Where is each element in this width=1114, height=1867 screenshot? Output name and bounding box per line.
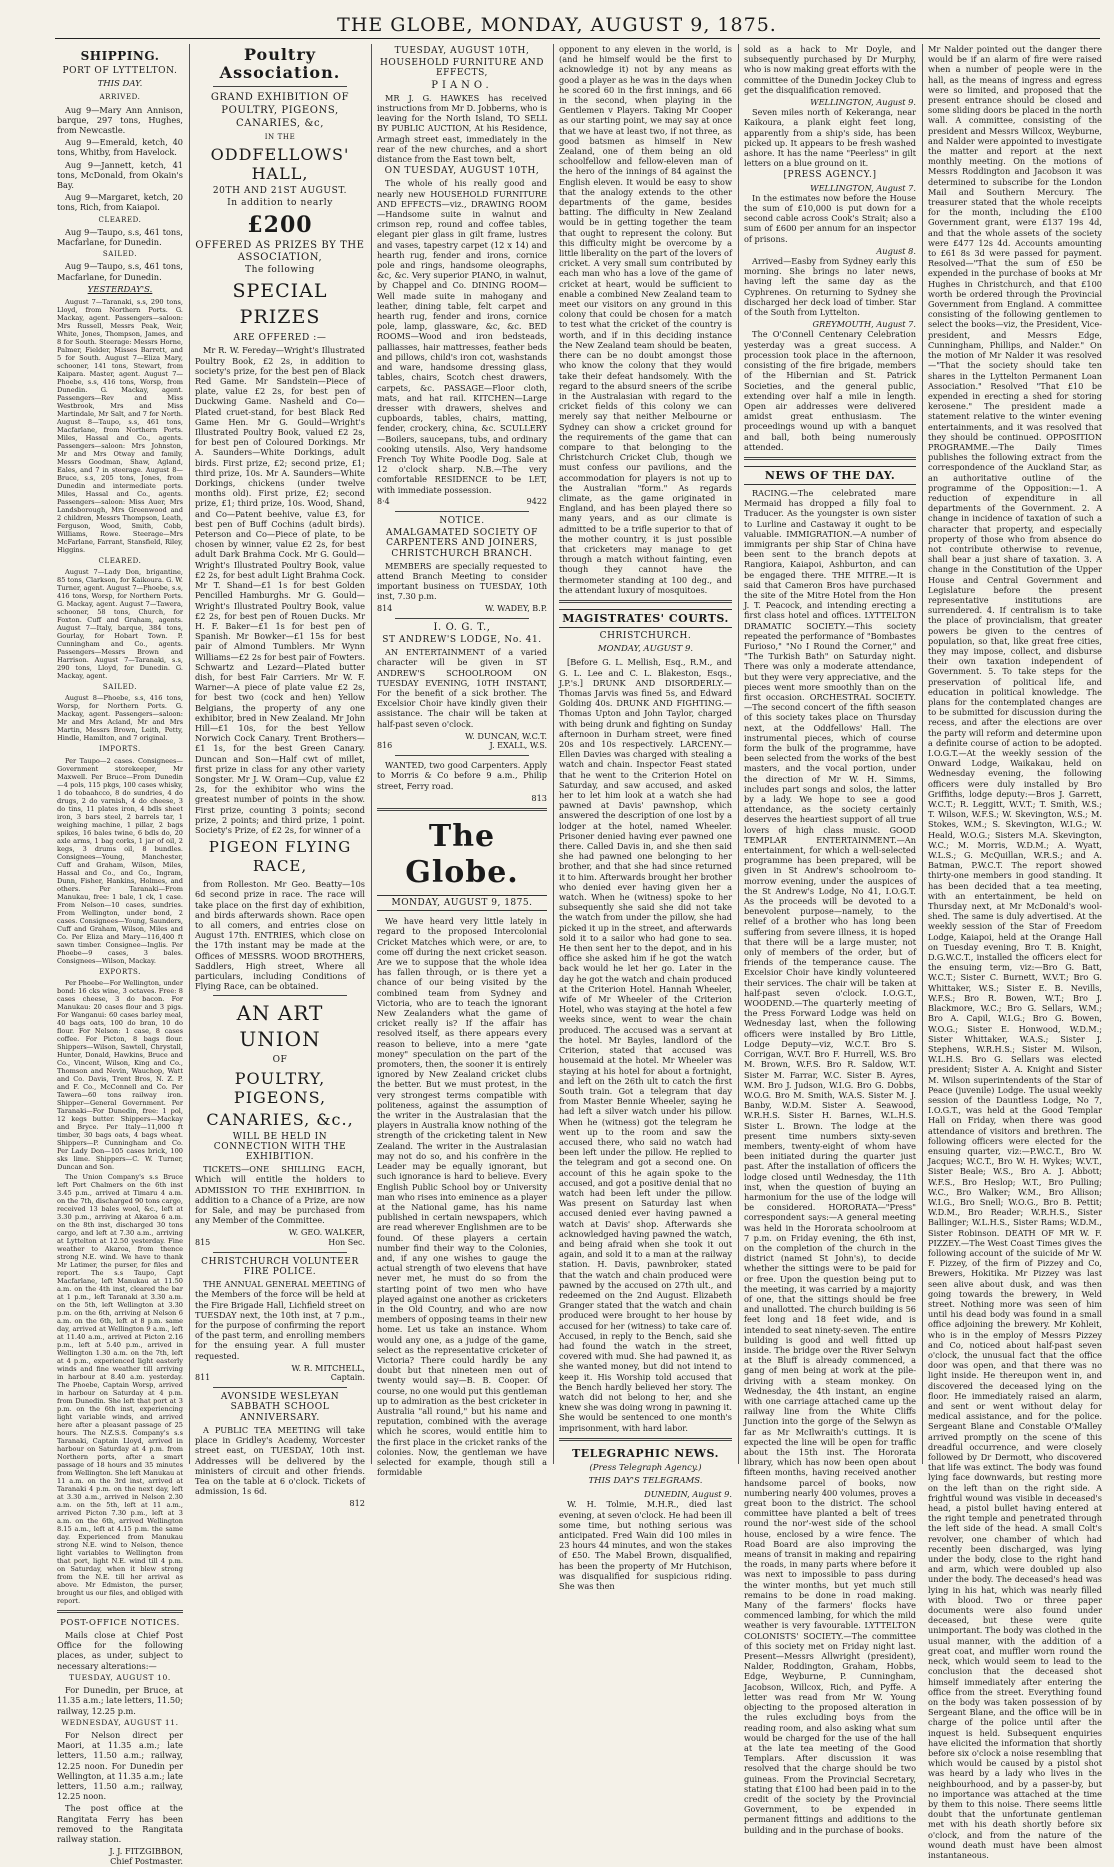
magistrates-title: MAGISTRATES' COURTS. xyxy=(559,609,732,628)
divider xyxy=(395,755,529,756)
telegram-place: DUNEDIN, August 9. xyxy=(644,1489,732,1500)
aug8-text: Arrived—Easby from Sydney early this morning. She brings no later news, having left the same day as the Cyphrenes. On returning to Sydney she discharged her deck load of timber. Star of the South from Lyttelton. xyxy=(744,256,916,318)
in-the: IN THE xyxy=(264,133,296,141)
mitchell-signature: W. R. MITCHELL, xyxy=(291,1362,365,1373)
auction-lots: The whole of his really good and nearly new HOUSEHOLD FURNITURE AND EFFECTS—viz., DRAWING ROOM—Handsome suite in walnut and crimson rep, round and coffee tables, elegant pier glass in gilt frame, lustres and vases, tapestry carpet (12 x 14) and hearth rug, fender and irons, cornice pole and rings, handsome oleographs, &c, &c. Very superior PIANO, in walnut, by Chappel and Co. DINING ROOM—Well made suite in mahogany and leather, dining table, felt carpet and hearth rug, fender and irons, cornice pole, lamp, glassware, &c, &c. BED ROOMS—Wood and iron bedsteads, palliasses, hair mattresses, feather beds and pillows, child's iron cot, washstands and ware, handsome dressing glass, tables, chairs, Scotch chest drawers, carpets, &c. PASSAGE—Floor cloth, mats, and hat rail. KITCHEN—Large dresser with drawers, shelves and cupboards, tables, chairs, matting, fender, crockery, china, &c. SCULLERY—Boilers, saucepans, tubs, and ordinary cooking utensils. Also, Very handsome French Toy White Poodle Dog. Sale at 12 o'clock sharp. N.B.—The very comfortable RESIDENCE to be LET, with immediate possession. xyxy=(377,178,547,495)
column-shipping xyxy=(57,44,184,1867)
ad-number: 811 xyxy=(195,1373,211,1383)
aug8-dateline: August 8. xyxy=(876,245,916,256)
telegraphic-title: TELEGRAPHIC NEWS. xyxy=(572,1446,719,1460)
column-rule xyxy=(371,44,372,1464)
mitchell-role: Captain. xyxy=(330,1373,365,1383)
column-news xyxy=(744,44,916,1835)
column-rule xyxy=(189,44,190,1464)
auction-intro: MR J. G. HAWKES has received instructions from Mr D. Jobberns, who is leaving for the North Island, TO SELL BY PUBLIC AUCTION, At his Residence, Armagh street east, immediately in the rear of the new churches, and a short distance from the East town belt, xyxy=(377,92,547,165)
globe-title: The Globe. xyxy=(405,819,519,891)
court-reports: [Before G. L. Mellish, Esq., R.M., and G. L. Lee and C. L. Blakeston, Esqs., J.P.'s.] DRUNK AND DISORDERLY.—Thomas Jarvis was fined 5s, and Edward Golding 40s. DRUNK AND FIGHTING.—Thomas Upton and John Taylor, charged with being drunk and fighting on Sunday afternoon in Durham street, were fined 20s and 10s respectively. LARCENY.—Ellen Davies was charged with stealing a watch and chain. Inspector Feast stated that he went to the Criterion Hotel on Saturday, and saw accused, and asked her to let him look at a watch she had pawned at Davis' pawnshop, which answered the description of one lost by a lodger at the hotel, named Wheeler. Prisoner denied having ever pawned one there. Called Davis in, and she then said she had pawned one belonging to her brother, and that she had since returned it to him. Afterwards brought her brother who denied ever having given her a watch. When he (witness) spoke to her subsequently she said she did not take the watch from under the pillow, she had picked it up in the street, and afterwards sold it to a sailor who had gone to sea. He then sent her to the depot, and in his office she asked him if he got the watch back would he let her go. Later in the day he got the watch and chain produced at the Criterion Hotel. Hannah Wheeler, wife of Mr Wheeler of the Criterion Hotel, who was staying at the hotel a few weeks since, went to wear the chain produced. The accused was a servant at the hotel. Mr Bayles, landlord of the Criterion, stated that accused was housemaid at the hotel. Mr Wheeler was staying at his hotel for about a fortnight, and left on the 26th ult to catch the first South train. Got a telegram that day from Master Bennie Wheeler, saying he had left a silver watch under his pillow. When he (witness) got the telegram he went up to the room and saw the accused there, who said no watch had been left under the pillow. He replied to the telegram and got a second one. On account of this he again spoke to the accused, and got a positive denial that no watch had been left under the pillow. Was present on Saturday last when accused denied ever having pawned a watch at Davis' shop. Afterwards she acknowledged having pawned the watch, and being afraid when she took it out again, and sold it to a man at the railway station. H. Davis, pawnbroker, stated that the watch and chain produced were pawned by the accused on 27th ult., and redeemed on the 2nd August. Elizabeth Granger stated that the watch and chain produced were brought to her house by accused for her (witness) to take care of. Accused, in reply to the Bench, said she had found the watch in the street, covered with mud. She had pawned it, as she wanted money, but did not intend to keep it. His Worship told accused that the Bench hardly believed her story. The watch did not belong to her, and she knew she was doing wrong in pawning it. She would be sentenced to one month's imprisonment, with hard labor. xyxy=(559,657,732,1433)
divider xyxy=(57,1610,183,1613)
post-office-title: POST-OFFICE NOTICES. xyxy=(60,1617,180,1628)
exports-label: EXPORTS. xyxy=(99,967,141,976)
telegraph-agency: (Press Telegraph Agency.) xyxy=(589,1462,702,1473)
masthead-rule xyxy=(55,38,1100,39)
postmaster-title: Chief Postmaster. xyxy=(110,1856,183,1867)
notice-society: AMALGAMATED SOCIETY OF CARPENTERS AND JOINERS, CHRISTCHURCH BRANCH. xyxy=(386,528,538,559)
news-of-the-day-title: NEWS OF THE DAY. xyxy=(744,466,916,485)
tickets-text: TICKETS—ONE SHILLING EACH, Which will entitle the holders to ADMISSION TO THE EXHIBITION. In addition to a Chance of a Prize, are now for Sale, and may be purchased from any Member of the Committee. xyxy=(195,1164,365,1226)
ad-number: 816 xyxy=(377,741,393,750)
grand-exhibition: GRAND EXHIBITION OF POULTRY, PIGEONS, CANARIES, &c, xyxy=(210,92,350,129)
pigeon-race-text: from Rolleston. Mr Geo. Beatty—10s 6d second prize in race. The race will take place on the first day of exhibition, and birds afterwards shown. Race open to all comers, and entries close on August 17th. ENTRIES, which close on the 17th instant may be made at the Offices of MESSRS. WOOD BROTHERS, Saddlers, High street, Where all particulars, including Conditions of Flying Race, can be obtained. xyxy=(195,879,365,992)
post-office-intro: Mails close at Chief Post Office for the following places, as under, subject to necessary alterations:— xyxy=(57,1630,183,1671)
notice-signature: W. WADEY, B.P. xyxy=(485,603,547,613)
telegrams-heading: THIS DAY'S TELEGRAMS. xyxy=(588,1476,703,1487)
column-poultry-ads xyxy=(195,44,365,1509)
iogt-text: AN ENTERTAINMENT of a varied character will be given in ST ANDREW'S SCHOOLROOM ON TUESDAY EVENING, 10TH INSTANT, For the benefit of a sick brother. The Excelsior Choir have kindly given their assistance. The chair will be taken at half-past seven o'clock. xyxy=(377,647,547,729)
cleared-item: Aug 9—Taupo, s.s, 461 tons, Macfarlane, for Dunedin. xyxy=(57,226,183,248)
art-union: AN ART UNION xyxy=(236,1001,324,1052)
ad-number: 812 xyxy=(349,1498,365,1509)
iogt-heading: I. O. G. T., xyxy=(433,621,491,633)
post-office-date: WEDNESDAY, AUGUST 11. xyxy=(61,1717,179,1727)
sale-heading: HOUSEHOLD FURNITURE AND EFFECTS, xyxy=(379,58,545,79)
canaries: CANARIES, &c., xyxy=(206,1109,354,1129)
imports-label: IMPORTS. xyxy=(99,745,141,754)
iogt-signature: W. DUNCAN, W.C.T. xyxy=(465,730,547,741)
yesterday-heading: YESTERDAY'S. xyxy=(87,284,153,295)
greymouth-dateline: GREYMOUTH, August 7. xyxy=(812,319,916,330)
shipping-title: SHIPPING. xyxy=(80,49,160,63)
arrival-item: Aug 9—Emerald, ketch, 40 tons, Whitby, from Havelock. xyxy=(57,137,183,158)
cleared2-text: August 7—Lady Don, brigantine, 85 tons, Clarkson, for Kaikoura. G. W. Turner, agent. August 7—Phoebe, s.s, 416 tons, Worsp, for Northern Ports. G. Mackay, agent. August 7—Tawera, schooner, 58 tons, Church, for Foxton. Cuff and Graham, agents. August 7—Italy, barque, 384 tons, Gourlay, for Hobart Town. P. Cunningham and Co., agents. Passengers—Messrs Brown and Harrison. August 7—Taranaki, s.s, 290 tons, Lloyd, for Dunedin. G. Mackay, agent. xyxy=(57,568,184,681)
court-place: CHRISTCHURCH. xyxy=(599,630,692,641)
column-rule xyxy=(738,44,739,1464)
divider xyxy=(213,995,347,996)
editorial-text: We have heard very little lately in regard to the proposed Intercolonial Cricket Matches which were, or are, to come off during the next cricket season. Are we to suppose that the whole idea has fallen through, or is there yet a chance of our being visited by the combined team from Sydney and Victoria, who are to teach the ignorant New Zealanders what the game of cricket really is? If the affair has resolved itself, as there appears every reason to believe, into a mere "gate money" speculation on the part of the promoters, then, the sooner it is entirely ignored by New Zealand cricket clubs the better. But we must protest, in the very strongest terms compatible with politeness, against the assumption of the writer in the Australasian that the players in Australia know nothing of the strength of the cricketing talent in New Zealand. The writer in the Australasian may not do so, and his confrère in the Leader may be equally ignorant, but such ignorance is hard to believe. Every English Public School boy or University man who rises into eminence as a player at the National game, has his name published in certain newspapers, which are read wherever Englishmen are to be found. Of these players a certain number find their way to the Colonies, and, if any one wishes to gauge the actual strength of two elevens that have never met, he must do so from the starting point of two men who have played against one another as cricketers in the Old Country, and who are now members of opposing teams in their new home. Let us take an instance. Whom would any one, as a judge of the game, select as the representative cricketer of Victoria? There could hardly be any doubt but that nineteen men out of twenty would say—B. B. Cooper. Of course, no one would put this gentleman up to admiration as the best cricketer in Australia "all round," but his name and reputation, combined with the average which he scores, would entitle him to the first place in the cricket ranks of the colonies. Now, the gentleman we have selected for example, though still a formidable xyxy=(377,916,547,1478)
arrival-item: Aug 9—Mary Ann Annison, barque, 297 tons, Hughes, from Newcastle. xyxy=(57,104,183,136)
post-office-note: The post office at the Rangitata Ferry has been removed to the Rangitata railway station. xyxy=(57,1803,183,1844)
editorial-continued: opponent to any eleven in the world, is (and he himself would be the first to acknowledge it) not by any means as good a player as he was in the days when he scored 60 in the first innings, and 66 in the second, when playing in the Gentlemen v Players. Taking Mr Cooper as our starting point, we may say at once that we have at least two, if not three, as good batsmen as himself in New Zealand, one of them being an old schoolfellow and fellow-eleven man of the hero of the innings of 84 against the English eleven. It would be easy to show that the analogy extends to the other departments of the game, besides batting. The difficulty in New Zealand would be in getting together the team that ought to represent the colony. But this difficulty might be overcome by a little liberality on the part of the lovers of cricket. A very small sum contributed by each man who has a love of the game of cricket at heart, would be sufficient to enable a combined New Zealand team to meet our visitors on any ground in this colony that could be chosen for a match to test what the cricket of the country is worth, and if in this deciding instance the New Zealand team should be beaten, there can be no doubt amongst those who know the colony that they would take their defeat handsomely. With the regard to the absurd sneers of the scribe in the Australasian with regard to the cricket fields of this colony we can merely say that neither Melbourne or Sydney can show a cricket ground for the requirements of the game that can compare to that belonging to the Christchurch Cricket Club, though we must confess our pavilions, and the accommodation for players is not up to the Australian "form." As regards climate, as the game originated in England, and has been played there so many years, and as our climate is admitted to be a trifle superior to that of the mother country, it is just possible that cricketers may manage to get through a match without fainting, even though they cannot have the thermometer standing at 100 deg., and the attendant luxury of mosquitoes. xyxy=(559,44,732,595)
notice-text: MEMBERS are specially requested to attend Branch Meeting to consider important business on TUESDAY, 10th inst, 7.30 p.m. xyxy=(377,560,547,602)
art-union-of: OF xyxy=(272,1055,288,1066)
piano-heading: PIANO. xyxy=(431,79,493,91)
sailed2-text: August 8—Phoebe, s.s, 416 tons, Worsp, for Northern Ports. G. Mackay, agent. Passengers—saloon: Mr and Mrs Acland, Mr and Mrs Martin, Messrs Brown, Leith, Petty, Hindle, Hamilton, and 7 original. xyxy=(57,694,183,743)
divider xyxy=(559,600,732,603)
prize-list: Mr R. W. Fereday—Wright's Illustrated Poultry Book, £2 2s, in addition to society's prize, for the best pen of Black Red Game. Mr Sandstein—Piece of plate, value £2 2s, for best pen of Duckwing Game. Nasheld and Co—Plated cruet-stand, for best Black Red Game Hen. Mr G. Gould—Wright's Illustrated Poultry Book, valued £2 2s, for best pen of Coloured Dorkings. Mr A. Saunders—White Dorkings, adult birds. First prize, £2; second prize, £1; third prize, 10s. Mr A. Saunders—White Dorkings, chickens (under twelve months old). First prize, £2; second prize, £1; third prize, 10s. Wood, Shand, and Co—Patent beehive, value £3, for best pen of Buff Cochins (adult birds). Peterson and Co—Piece of plate, to be chosen by winner, value £2 2s, for best adult Dark Brahma Cock. Mr G. Gould—Wright's Illustrated Poultry Book, value £2 2s, for best adult Light Brahma Cock. Mr T. Shand—£1 1s for best Golden Pencilled Hamburghs. Mr G. Gould—Wright's Illustrated Poultry Book, value £2 2s, for best pen of Rouen Ducks. Mr H. F. Baker—£1 1s for best pen of Spanish. Mr Bowker—£1 15s for best pair of Almond Tumblers. Mr Wynn Williams—£2 2s for best pair of Fowters. Schwartz and Lezard—Plated butter dish, for best Fair Carriers. Mr W. F. Warner—A piece of plate value £2 2s, for best two (cock and hen) Yellow Belgians, the property of any one exhibitor, bred in New Zealand. Mr John Hill—£1 10s, for the best Yellow Norwich Cock Canary. Trent Brothers—£1 1s, for the best Green Canary. Duncan and Son—Half cwt of millet, first prize in class for any other variety Songster. Mr J. W. Oram—Cup, value £2 2s, for the exhibitor who wins the greatest number of points in the show. First prize, counting 3 points; second prize, 2 points; and third prize, 1 point. Society's Prize, of £2 2s, for winner of a xyxy=(195,345,365,835)
arrived-label: ARRIVED. xyxy=(99,93,141,102)
column-rule xyxy=(922,44,923,1464)
wellington-text: Seven miles north of Kekeranga, near Kaikoura, a plank eight feet long, apparently from a ship's side, has been picked up. It appears to be fresh washed ashore. It has the name "Peerless" in gilt letters on a blue ground on it. xyxy=(744,107,916,169)
press-agency-dateline: WELLINGTON, August 7. xyxy=(810,182,916,193)
poultry-title: Poultry Association. xyxy=(219,45,341,82)
news-continued-text: Mr Nalder pointed out the danger there would be if an alarm of fire were raised when a number of people were in the hall, as the means of ingress and egress were so limited, and proposed that the present entrance should be closed and some sliding doors be placed in the north wall. A committee, consisting of the president and Messrs Willcox, Weyburne, and Nalder were appointed to investigate the matter and report at the next monthly meeting. On the motions of Messrs Roddington and Jacobson it was determined to subscribe for the London Mail and Southern Mercury. The treasurer stated that the whole receipts for the month, including the £100 Government grant, were £137 19s 4d, and that the whole assets of the society were £477 12s 4d. Accounts amounting to £61 8s 3d were passed for payment. Resolved—"That the sum of £50 be expended in the purchase of books at Mr Hughes in Christchurch, and that £100 worth be ordered through the Provincial Government from England. A committee consisting of the following gentlemen to select the books—viz, the President, Vice-president, and Messrs Edge, Cunningham, Phillips, and Nalder." On the motion of Mr Nalder it was resolved—"That the society should take ten shares in the Lyttelton Permanent Loan Association." Resolved "That £10 be expended in erecting a shed for storing kerosene." The president made a statement relative to the winter evening entertainments, and it was resolved that they should be continued. OPPOSITION PROGRAMME.—The Daily Times publishes the following extract from the correspondence of the Auckland Star, as an authoritative outline of the programme of the Opposition:—1. A reduction of expenditure in all departments of the Government. 2. A change in incidence of taxation of such a character that property, and especially property of those who from absence do not contribute otherwise to revenue, shall bear a just share of taxation. 3. A change in the Constitution of the Upper House and Central Government and Legislature before the present representative institutions are surrendered. 4. If centralism is to take the place of provincialism, that greater powers be given to the centres of population, so that, like great free cities, they may impose, collect, and disburse their own taxation independent of Government. 5. To take steps for the preservation of political life, and education in political knowledge. The plans for the contemplated changes are to be submitted for discussion during the recess, and after the elections are over the party will reform and determine upon a definite course of action to be adopted. I.O.G.T.—At the weekly session of the Onward Lodge, Waikakau, held on Wednesday evening, the following officers were duly installed by Bro Griffiths, lodge deputy:—Bros J. Garrett, W.C.T.; R. Leggitt, W.V.T.; T. Smith, W.S.; T. Wilson, W.F.S.; W. Skevington, W.S.; M. Stokes, W.M.; S. Skevington, W.I.G.; W. Heald, W.O.G.; Sisters M.A. Skevington, W.C.; M. Morris, W.D.M.; A. Wyatt, W.L.S.; G. McQuillan, W.R.S.; and A. Batman, P.W.C.T. The report showed thirty-one members in good standing. It has been decided that a tea meeting, with an entertainment, be held on Thursday next, at Mr McDonald's wool-shed. The same is duly advertised. At the weekly session of the Star of Freedom Lodge, Kaiapoi, held at the Orange Hall on Tuesday evening, Bro T. B. Knight, D.G.W.C.T., installed the officers elect for the ensuing term, viz:—Bro G. Batt, W.C.T.; Sister C. Burnett, W.V.T.; Bro G. Whittaker, W.S.; Sister E. B. Nevills, W.F.S.; Bro R. Bowen, W.T.; Bro J. Blackmore, W.C.; Bro G. Sellars, W.M.; Bro A. Capil, W.I.G.; Bro G. Bowen, W.O.G.; Sister E. Honwood, W.D.M.; Sister Whittaker, W.A.S.; Sister J. Stephens, W.R.H.S.; Sister M. Wilson, W.L.H.S. Bro G. Sellars was elected president; Sister A. A. Knight and Sister M. Wilson superintendents of the Star of Peace (juvenile) Lodge. The usual weekly session of the Dauntless Lodge, No 7, I.O.G.T., was held at the Good Templar Hall on Friday, when there was good attendance of visitors and brethren. The following officers were elected for the ensuing quarter, viz:—P.W.C.T., Bro W. Jacques; W.C.T., Bro W. H. Wykes; W.V.T., Sister Beale; W.S., Bro A. J. Abbott; W.F.S., Bro Heslop; W.T., Bro Pulling; W.C., Bro Walker; W.M., Bro Allison; W.I.G., Bro Snell; W.O.G., Bro B. Pettit; W.D.M., Bro Reader; W.R.H.S., Sister Ballinger; W.L.H.S., Sister Rams; W.D.M., Sister Robinson. DEATH OF MR W. F. PIZZEY.—The West Coast Times gives the following account of the suicide of Mr W. F. Pizzey, of the firm of Pizzey and Co, Brewers, Hokitika. Mr Pizzey was last seen alive about dusk, and was then going towards the brewery, in Weld street. Nothing more was seen of him until his dead body was found in a small office adjoining the brewery. Mr Kohleit, who is in the employ of Messrs Pizzey and Co, noticed about half-past seven o'clock, the unusual fact that the office door was open, and that there was no light inside. He thereupon went in, and discovered the deceased lying on the floor. He immediately raised an alarm, and sent or went without delay for medical assistance, and for the police. Sergeant Blane and Constable O'Malley arrived promptly on the scene of this dreadful occurrence, and were closely followed by Dr Dermott, who discovered that life was extinct. The body was found lying face downwards, but resting more on the left than on the right side. A frightful wound was visible in deceased's head, a pistol bullet having entered at the right temple and penetrated through the left side of the head. A small Colt's revolver, one chamber of which had recently been discharged, was lying under the body, close to the right hand and arm, which were doubled up also under the body. The deceased's head was lying in his hat, which was nearly filled with blood. Two or three paper documents were also found under deceased, but these were quite unimportant. The body was clothed in the usual manner, with the addition of a great coat, and muffler worn round the neck, which would seem to lead to the conclusion that the deceased shot himself immediately after entering the office from the street. Everything found on the body was taken possession of by Sergeant Blane, and the office will be in charge of the police until after the inquest is held. Subsequent enquiries have elicited the information that shortly before six o'clock a noise resembling that which would be caused by a pistol shot was heard by a lady who lives in the neighbourhood, and by a passer-by, but no importance was attached at the time by them to this noise. There seems little doubt that the unfortunate gentleman met with his death shortly before six o'clock, and from the nature of the wound death must have been almost instantaneous. xyxy=(928,44,1102,1860)
telegram-text: W. H. Tolmie, M.H.R., died last evening, at seven o'clock. He had been ill some time, but nothing serious was anticipated. Fred Wain did 100 miles in 23 hours 44 minutes, and won the stakes of £50. The Mabel Brown, disqualified, has been the property of Mr Hutchison, was disqualified for suspicious riding. She was then xyxy=(559,1499,732,1592)
special-prizes: SPECIAL PRIZES xyxy=(232,280,328,329)
iogt-signature: J. EXALL, W.S. xyxy=(489,741,547,750)
association: ASSOCIATION, xyxy=(237,251,323,263)
ad-number: 813 xyxy=(531,792,547,803)
postmaster-signature: J. J. FITZGIBBON, xyxy=(109,1846,183,1857)
port-heading: PORT OF LYTTELTON. xyxy=(62,66,178,76)
prize-amount: £200 xyxy=(247,211,313,238)
press-agency: [PRESS AGENCY.] xyxy=(783,170,877,181)
exports-text: Per Phoebe—For Wellington, under bond: 16 cks wine, 3 octaves. Free: 8 cases cheese, 3 do bacon. For Manukau: 20 cases flour and 3 pigs. For Wanganui: 60 cases barley meal, 40 bags oats, 100 do bran, 10 do flour. For Nelson: 1 case, 8 cases coffee. For Picton, 8 bags flour. Shippers—Wilson, Sawtell, Chrystall, Hunter, Donald, Hawkins, Bruce and Co., Vincent, Wilson, King and Co., Thomson and Nevin, Wauchop, Watt and Co. Davis, Trent Bros, N. Z. P. and F. Co., McConnell and Co. Per Tawera—60 tons railway iron. Shipper—General Government. Per Taranaki—For Dunedin, free: 1 pol, 12 kegs butter. Shippers—Mackay and Bryce. Per Italy—11,000 ft timber, 30 bags oats, 4 bags wheat. Shippers—P. Cunningham and Co. Per Lady Don—105 cases brick, 100 sks lime. Shippers—C. W. Turner, Duncan and Son. xyxy=(57,978,183,1171)
fire-police-text: THE ANNUAL GENERAL MEETING of the Members of the force will be held at the Fire Brigade Hall, Lichfield street on TUESDAY next, the 10th inst, at 7 p.m., for the purpose of confirming the report of the past term, and enrolling members for the ensuing year. A full muster requested. xyxy=(195,1279,365,1361)
walker-signature: W. GEO. WALKER, xyxy=(288,1227,365,1238)
walker-role: Hon Sec. xyxy=(328,1237,365,1247)
shipping-news: The Union Company's s.s Bruce left Port Chalmers on the 6th inst 3.45 p.m., arrived at Timaru 4 a.m. on the 7th, discharged 90 tons cargo, received 13 bales wool, &c., left at 3.30 p.m., arriving at Akaroa 6 a.m. on the 8th inst, discharged 30 tons cargo, and left at 7.30 a.m., arriving at Lyttelton at 12.50 yesterday. Fine weather to Akaroa, from thence strong N.E. wind. We have to thank Mr Latimer, the purser, for files and report. The s.s Taupo, Capt Macfarlane, left Manukau at 11.50 a.m. on the 4th inst, cleared the bar at 1 p.m., left Taranaki at 3.30 a.m. on the 5th, left Wellington at 3.30 p.m. on the 6th, arriving at Nelson 6 a.m. on the 6th, left at 8 p.m. same day, arrived at Wellington 9 a.m., left at 11.40 a.m., arrived at Picton 2.16 p.m., left at 5.40 p.m., arrived in Wellington 1.30 a.m. on the 7th, left at 4 p.m., experienced light easterly winds and fine weather till arriving in harbour at 8.40 a.m. yesterday. The Phoebe, Captain Worsp, arrived in harbour on Saturday at 4 p.m. from Dunedin. She left that port at 3 p.m. on the 6th inst, experiencing light variable winds, and arrived here after a pleasant passage of 25 hours. The N.Z.S.S. Company's s.s Taranaki, Captain Lloyd, arrived in harbour on Saturday at 4 p.m. from Northern ports, after a smart passage of 18 hours and 35 minutes from Wellington. She left Manukau at 11 a.m. on the 3rd inst, arrived at Taranaki 4 p.m. on the next day, left at 3.30 a.m., arrived in Nelson 2.30 a.m. on the 5th, left at 11 a.m., arrived Picton 7.30 p.m., left at 3 a.m. on the 6th, arrived Wellington 8.15 a.m., left at 4.15 p.m. the same day. Experienced from Manukau strong N.E. wind to Nelson, thence light variables to Wellington from that port, light N.E. wind till 4 p.m. on Saturday, when it blew strong from the N.E. till her arrival as above. Mr Edmiston, the purser, brought us our files, and obliged with report. xyxy=(57,1172,183,1605)
column-rule xyxy=(553,44,554,1464)
offered-as-prizes: OFFERED AS PRIZES BY THE xyxy=(195,239,365,251)
sailed2-label: SAILED. xyxy=(102,683,138,692)
divider xyxy=(395,511,529,512)
pigeon-race: PIGEON FLYING RACE, xyxy=(208,838,352,876)
wellington-dateline: WELLINGTON, August 9. xyxy=(810,97,916,108)
column-editorial-courts xyxy=(559,44,732,1592)
divider xyxy=(744,457,916,460)
auction-date: ON TUESDAY, AUGUST 10TH, xyxy=(384,166,540,177)
ad-number: 815 xyxy=(195,1237,211,1247)
column-news-continued xyxy=(928,44,1102,1860)
cleared2-label: CLEARED. xyxy=(98,557,142,566)
poultry-pigeons: POULTRY, PIGEONS, xyxy=(233,1068,327,1107)
avonside-text: A PUBLIC TEA MEETING will take place in Gridley's Academy, Worcester street east, on TUESDAY, 10th inst. Addresses will be delivered by the ministers of circuit and other friends. Tea on the table at 6 o'clock. Tickets of admission, 1s 6d. xyxy=(195,1424,365,1497)
notice-title: NOTICE. xyxy=(439,515,485,526)
ad-number: 8·4 xyxy=(377,496,390,506)
ad-number: 9422 xyxy=(526,496,547,506)
column-auction-editorial xyxy=(377,44,547,1478)
held-in-connection: WILL BE HELD IN CONNECTION WITH THE EXHIBITION. xyxy=(213,1131,347,1163)
imports-text: Per Taupo—2 cases. Consignees—Government storekeeper, Mr Maxwell. Per Bruce—From Dunedin—4 pols, 115 pkgs, 100 cases whisky, 1 do tobaahcco, 8 do sundries, 4 do drugs, 2 do varnish, 4 do cheese, 3 do tins, 11 plates iron, 4 bdls sheet iron, 3 bars steel, 2 barrels tar, 1 weighing machine, 1 pillar, 2 bags spikes, 16 bales twine, 6 bdls do, 20 axle arms, 1 bag corks, 1 jar of oil, 2 kegs, 3 drums oil, 8 bundles. Consignees—Young, Manchester, Cuff and Graham, Wilson, Miles, Hassal and Co., and Co., Ingram, Dunn, Fisher, Hankins, Holmes, and others. Per Taranaki—From Manukau, free: 1 bale, 1 ck, 1 case. From Nelson—10 cases, sundries. From Wellington, under bond, 2 cases. Consignees—Young, Saunders, Cuff and Graham, Wilson, Miles and Co. Per Eliza and Mary—116,400 ft sawn timber. Consignee—Inglis. Per Phoebe—9 cases, 3 bales. Consignees—Wilson, Mackay. xyxy=(57,756,183,965)
divider xyxy=(213,1387,347,1388)
divider xyxy=(559,1438,732,1441)
divider xyxy=(377,808,547,811)
avonside-title: AVONSIDE WESLEYAN SABBATH SCHOOL ANNIVERSARY. xyxy=(220,1392,340,1423)
sailed-label: SAILED. xyxy=(102,250,138,259)
ad-number: 814 xyxy=(377,603,393,613)
telegram-continued: sold as a hack to Mr Doyle, and subsequently purchased by Dr Murphy, who is now making great efforts with the committee of the Dunedin Jockey Club to get the disqualification removed. xyxy=(744,44,916,95)
sale-date: TUESDAY, AUGUST 10TH, xyxy=(394,46,530,56)
post-office-mail: For Nelson direct per Maori, at 11.35 a.m.; late letters, 11.50 a.m.; railway, 12.25 noon. For Dunedin per Wellington, at 11.35 a.m.; late letters, 11.50 a.m.; railway, 12.25 noon. xyxy=(57,1729,183,1802)
press-agency-text: In the estimates now before the House the sum of £10,000 is put down for a second cable across Cook's Strait; also a sum of £600 per annum for an inspector of prisons. xyxy=(744,192,916,244)
post-office-date: TUESDAY, AUGUST 10. xyxy=(69,1672,171,1682)
court-date: MONDAY, AUGUST 9. xyxy=(597,644,694,655)
in-addition: In addition to nearly xyxy=(227,198,333,209)
arrival-item: Aug 9—Margaret, ketch, 20 tons, Rich, from Kaiapoi. xyxy=(57,192,183,213)
exhibition-dates: 20TH AND 21ST AUGUST. xyxy=(212,186,348,197)
divider xyxy=(213,86,347,87)
wanted-ad: WANTED, two good Carpenters. Apply to Morris & Co before 9 a.m., Philip street, Ferry road. xyxy=(377,760,547,791)
post-office-mail: For Dunedin, per Bruce, at 11.35 a.m.; late letters, 11.50; railway, 12.25 p.m. xyxy=(57,1685,183,1716)
divider xyxy=(213,1252,347,1253)
the-following: The following xyxy=(245,265,315,276)
yesterday-arrivals: August 7—Taranaki, s.s, 290 tons, Lloyd, from Northern Ports. G. Mackay, agent. Passengers—saloon: Mrs Russell, Messrs Peak, Weir, White, Jones, Thompson, James, and 8 for South. Steerage: Messrs Horne, Palmer, Fielder, Misses Barrett, and 5 for South. August 7—Eliza Mary, schooner, 141 tons, Stewart, from Kaipara. Master, agent. August 7—Phoebe, s.s, 416 tons, Worsp, from Dunedin. G. Mackay, agent. Passengers—Rev and Miss Westbrook, Mrs and Miss Martindale, Mr Salt, and 7 for North. August 8—Taupo, s.s, 461 tons, Macfarlane, from Northern Ports. Miles, Hassal and Co., agents. Passengers—saloon: Mrs Johnston, Mr and Mrs Otway and family, Messrs Goodman, Shaw, Agland, Eales, and 7 in steerage. August 8—Bruce, s.s, 205 tons, Jones, from Dunedin and intermediate ports. Miles, Hassal and Co., agents. Passengers—saloon: Miss Auer, Mrs Landsborough, Mrs Greenwood and 2 children, Messrs Thompson, Leath, Ferguson, Wood, Smith, Cobb, Williams, Rowe. Steerage—Mrs McFarlane, Farrant, Stansfield, Riley, Higgins. xyxy=(57,298,183,555)
oddfellows-hall: ODDFELLOWS' HALL, xyxy=(210,145,350,184)
cleared-label: CLEARED. xyxy=(98,215,142,224)
news-of-the-day-text: RACING.—The celebrated mare Mermaid has dropped a filly foal to Traducer. As the youngster is own sister to Lurline and Castaway it ought to be valuable. IMMIGRATION.—A number of immigrants per ship Star of China have been sent to the branch depots at Rangiora, Kaiapoi, Ashburton, and can be engaged there. THE MITRE.—It is said that Cameron Bros have purchased the site of the Mitre Hotel from the Hon J. T. Peacock, and intending erecting a first class hotel and offices. LYTTELTON DRAMATIC SOCIETY.—This society repeated the performance of "Bombastes Furioso," "No I Round the Corner," and "The Turkish Bath" on Saturday night. There was only a moderate attendance, but they were very appreciative, and the pieces went more smoothly than on the first occasion. ORCHESTRAL SOCIETY.—The second concert of the fifth season of this society takes place on Thursday next, at the Oddfellows' Hall. The instrumental pieces, which of course form the bulk of the programme, have been selected from the works of the best masters, and the vocal portion, under the direction of Mr W. H. Simms, includes part songs and solos, the latter by a lady. We hope to see a good attendance, as the society certainly deserves the heartiest support of all true lovers of high class music. GOOD TEMPLAR ENTERTAINMENT.—An entertainment, for which a well-selected programme has been prepared, will be given in St Andrew's schoolroom to-morrow evening, under the auspices of the St Andrew's Lodge, No 41, I.O.G.T. As the proceeds will be devoted to a benevolent purpose—namely, to the relief of a brother who has long been suffering from severe illness, it is hoped that there will be a large muster, not only of members of the order, but of friends of the temperance cause. The Excelsior Choir have kindly volunteered their services. The chair will be taken at half-past seven o'clock. I.O.G.T., WOODEND.—The quarterly meeting of the Press Forward Lodge was held on Wednesday last, when the following officers were installed by Bro Little, Lodge Deputy—viz, W.C.T. Bro S. Corrigan, W.V.T. Bro F. Hurrell, W.S. Bro M. Brown, W.F.S. Bro R. Saldow, W.T. Sister M. Farrar, W.C. Sister B. Ayres, W.M. Bro J. Judson, W.I.G. Bro G. Dobbs, W.O.G. Bro M. Smith, W.A.S. Sister M. J. Banby, W.D.M. Sister A. Seawood, W.R.H.S. Sister H. Barnes, W.L.H.S. Sister L. Brown. The lodge at the present time numbers sixty-seven members, twenty-eight of whom have been initiated during the quarter just past. After the installation of officers the lodge closed until Wednesday, the 11th inst, when the question of buying an harmonium for the use of the lodge will be considered. HORORATA—"Press" correspondent says:—A general meeting was held in the Hororata schoolroom at 7 p.m. on Friday evening, the 6th inst, on the completion of the church in the district (named St John's), to decide whether the sittings were to be paid for or free. Upon the question being put to the meeting, it was carried by a majority of one, that the sittings should be free and unallotted. The church building is 56 feet long and 18 feet wide, and is intended to seat ninety-seven. The entire building is good and well fitted up inside. The bridge over the River Selwyn at the Bluff is already commenced, a gang of men being at work at the pile-driving with a steam monkey. On Wednesday, the 4th instant, an engine with one carriage attached came up the railway line from the White Cliffs Junction into the gorge of the Selwyn as far as Mr McIlwraith's cuttings. It is expected the line will be open for traffic about the 15th inst. The Hororata library, which has now been open about fifteen months, having received another handsome parcel of books, now numbering nearly 400 volumes, proves a great boon to the district. The school committee have planted a belt of trees round the nor'-west side of the school house, enclosed by a wire fence. The Road Board are also improving the means of transit in making and repairing the roads, in many parts where before it was next to impossible to pass during the winter months, but yet much still remains to be done in road making. Many of the farmers' flocks have commenced lambing, for which the mild weather is very favourable. LYTTELTON COLONISTS' SOCIETY.—The committee of this society met on Friday night last. Present—Messrs Allwright (president), Nalder, Roddington, Graham, Hobbs, Edge, Weyburne, P. Cunningham, Jacobson, Willcox, Rich, and Pyffe. A letter was read from Mr W. Young objecting to the proposed alteration in the rules excluding boys from the reading room, and also asking what sum would be charged for the use of the hall at the late tea meeting of the Good Templars. After discussion it was resolved that the charge should be two guineas. From the Provincial Secretary, stating that £100 had been paid in to the credit of the society by the Provincial Government, to be expended in permanent fittings and additions to the building and in the purchase of books. xyxy=(744,487,916,1835)
iogt-lodge: ST ANDREW'S LODGE, No. 41. xyxy=(382,634,542,645)
fire-police-title: CHRISTCHURCH VOLUNTEER FIRE POLICE. xyxy=(201,1256,359,1278)
are-offered: ARE OFFERED :— xyxy=(233,333,327,344)
greymouth-text: The O'Connell Centenary Celebration yesterday was a great success. A procession took place in the afternoon, consisting of the fire brigade, members of the Hibernian and St. Patrick Societies, and the general public, extending over half a mile in length. Open air addresses were delivered amidst great enthusiasm. The proceedings wound up with a banquet and ball, both being numerously attended. xyxy=(744,329,916,452)
arrival-item: Aug 9—Jannett, ketch, 41 tons, McDonald, from Okain's Bay. xyxy=(57,159,183,191)
masthead: THE GLOBE, MONDAY, AUGUST 9, 1875. xyxy=(337,14,777,36)
sailed-item: Aug 9—Taupo, s.s, 461 tons, Macfarlane, for Dunedin. xyxy=(57,261,183,282)
divider xyxy=(395,618,529,619)
globe-dateline: MONDAY, AUGUST 9, 1875. xyxy=(377,895,547,911)
this-day-heading: THIS DAY. xyxy=(97,79,143,90)
